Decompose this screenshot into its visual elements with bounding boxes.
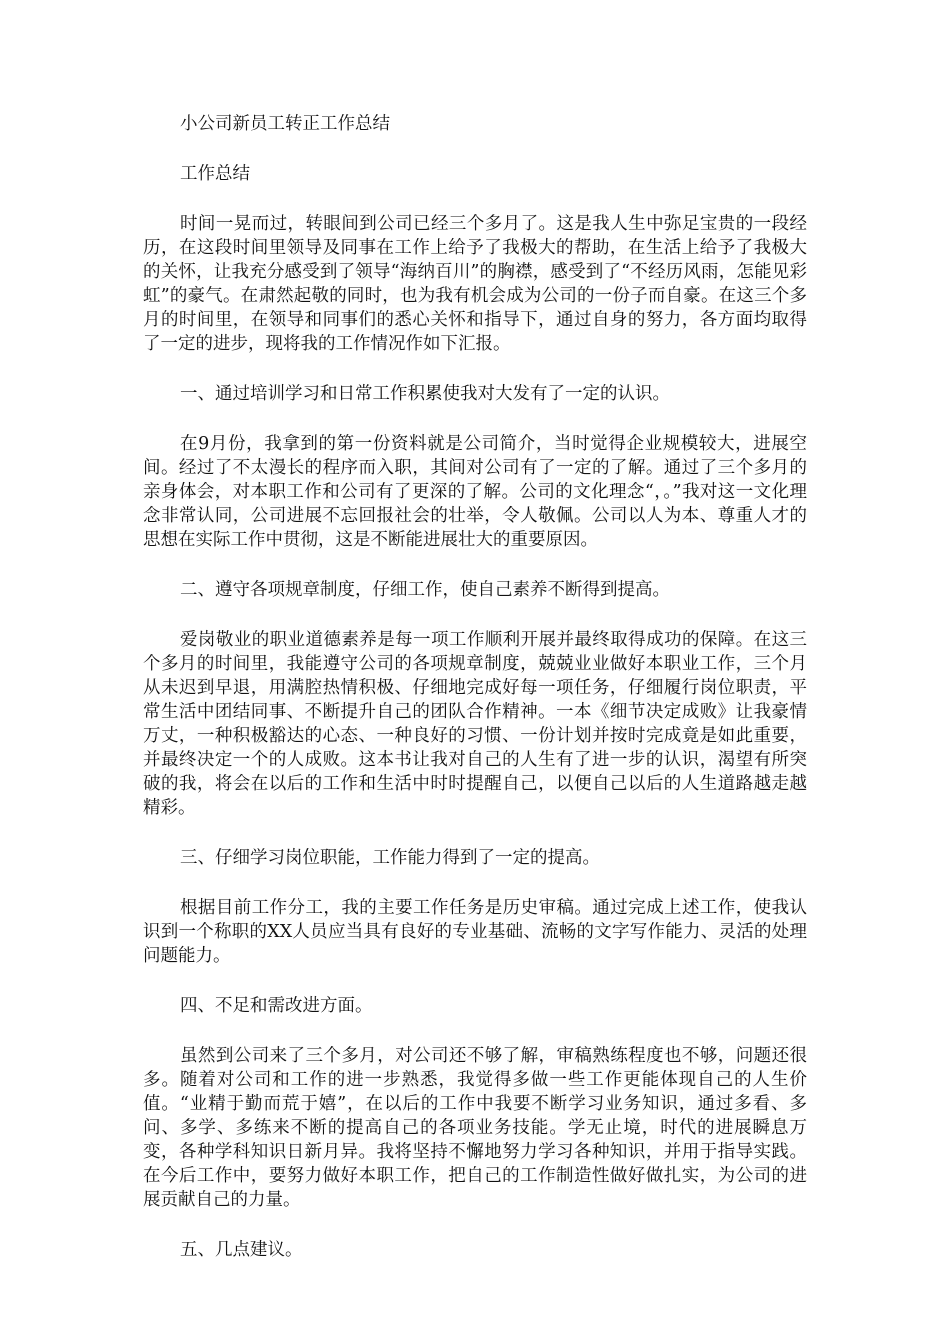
intro-paragraph: 时间一晃而过，转眼间到公司已经三个多月了。这是我人生中弥足宝贵的一段经历，在这段时间里领导及同事在工作上给予了我极大的帮助，在生活上给予了我极大的关怀，让我充分感受到了领导“海纳百川”的胸襟，感受到了“不经历风雨，怎能见彩虹”的豪气。在肃然起敬的同时，也为我有机会成为公司的一份子而自豪。在这三个多月的时间里，在领导和同事们的悉心关怀和指导下，通过自身的努力，各方面均取得了一定的进步，现将我的工作情况作如下汇报。 bbox=[143, 214, 807, 354]
section-heading-5: 五、几点建议。 bbox=[180, 1240, 303, 1260]
section-4-paragraph: 虽然到公司来了三个多月，对公司还不够了解，审稿熟练程度也不够，问题还很多。随着对公司和工作的进一步熟悉，我觉得多做一些工作更能体现自己的人生价值。“业精于勤而荒于嬉”，在以后的工作中我要不断学习业务知识，通过多看、多问、多学、多练来不断的提高自己的各项业务技能。学无止境，时代的进展瞬息万变，各种学科知识日新月异。我将坚持不懈地努力学习各种知识，并用于指导实践。在今后工作中，要努力做好本职工作，把自己的工作制造性做好做扎实，为公司的进展贡献自己的力量。 bbox=[143, 1046, 807, 1210]
section-1-paragraph: 在9月份，我拿到的第一份资料就是公司简介，当时觉得企业规模较大，进展空间。经过了不太漫长的程序而入职，其间对公司有了一定的了解。通过了三个多月的亲身体会，对本职工作和公司有了更深的了解。公司的文化理念“，。”我对这一文化理念非常认同，公司进展不忘回报社会的壮举，令人敬佩。公司以人为本、尊重人才的思想在实际工作中贯彻，这是不断能进展壮大的重要原因。 bbox=[143, 434, 807, 550]
document-page bbox=[143, 112, 807, 1288]
section-2-paragraph: 爱岗敬业的职业道德素养是每一项工作顺利开展并最终取得成功的保障。在这三个多月的时间里，我能遵守公司的各项规章制度，兢兢业业做好本职业工作，三个月从未迟到早退，用满腔热情积极、仔细地完成好每一项任务，仔细履行岗位职责，平常生活中团结同事、不断提升自己的团队合作精神。一本《细节决定成败》让我豪情万丈，一种积极豁达的心态、一种良好的习惯、一份计划并按时完成竟是如此重要，并最终决定一个的人成败。这本书让我对自己的人生有了进一步的认识，渴望有所突破的我，将会在以后的工作和生活中时时提醒自己，以便自己以后的人生道路越走越精彩。 bbox=[143, 630, 807, 818]
section-heading-4: 四、不足和需改进方面。 bbox=[180, 996, 373, 1016]
section-heading-3: 三、仔细学习岗位职能，工作能力得到了一定的提高。 bbox=[180, 848, 600, 868]
section-heading-1: 一、通过培训学习和日常工作积累使我对大发有了一定的认识。 bbox=[180, 384, 670, 404]
document-title: 小公司新员工转正工作总结 bbox=[180, 114, 390, 134]
section-3-paragraph: 根据目前工作分工，我的主要工作任务是历史审稿。通过完成上述工作，使我认识到一个称职的XX人员应当具有良好的专业基础、流畅的文字写作能力、灵活的处理问题能力。 bbox=[143, 898, 807, 966]
document-subtitle: 工作总结 bbox=[180, 164, 250, 184]
section-heading-2: 二、遵守各项规章制度，仔细工作，使自己素养不断得到提高。 bbox=[180, 580, 670, 600]
